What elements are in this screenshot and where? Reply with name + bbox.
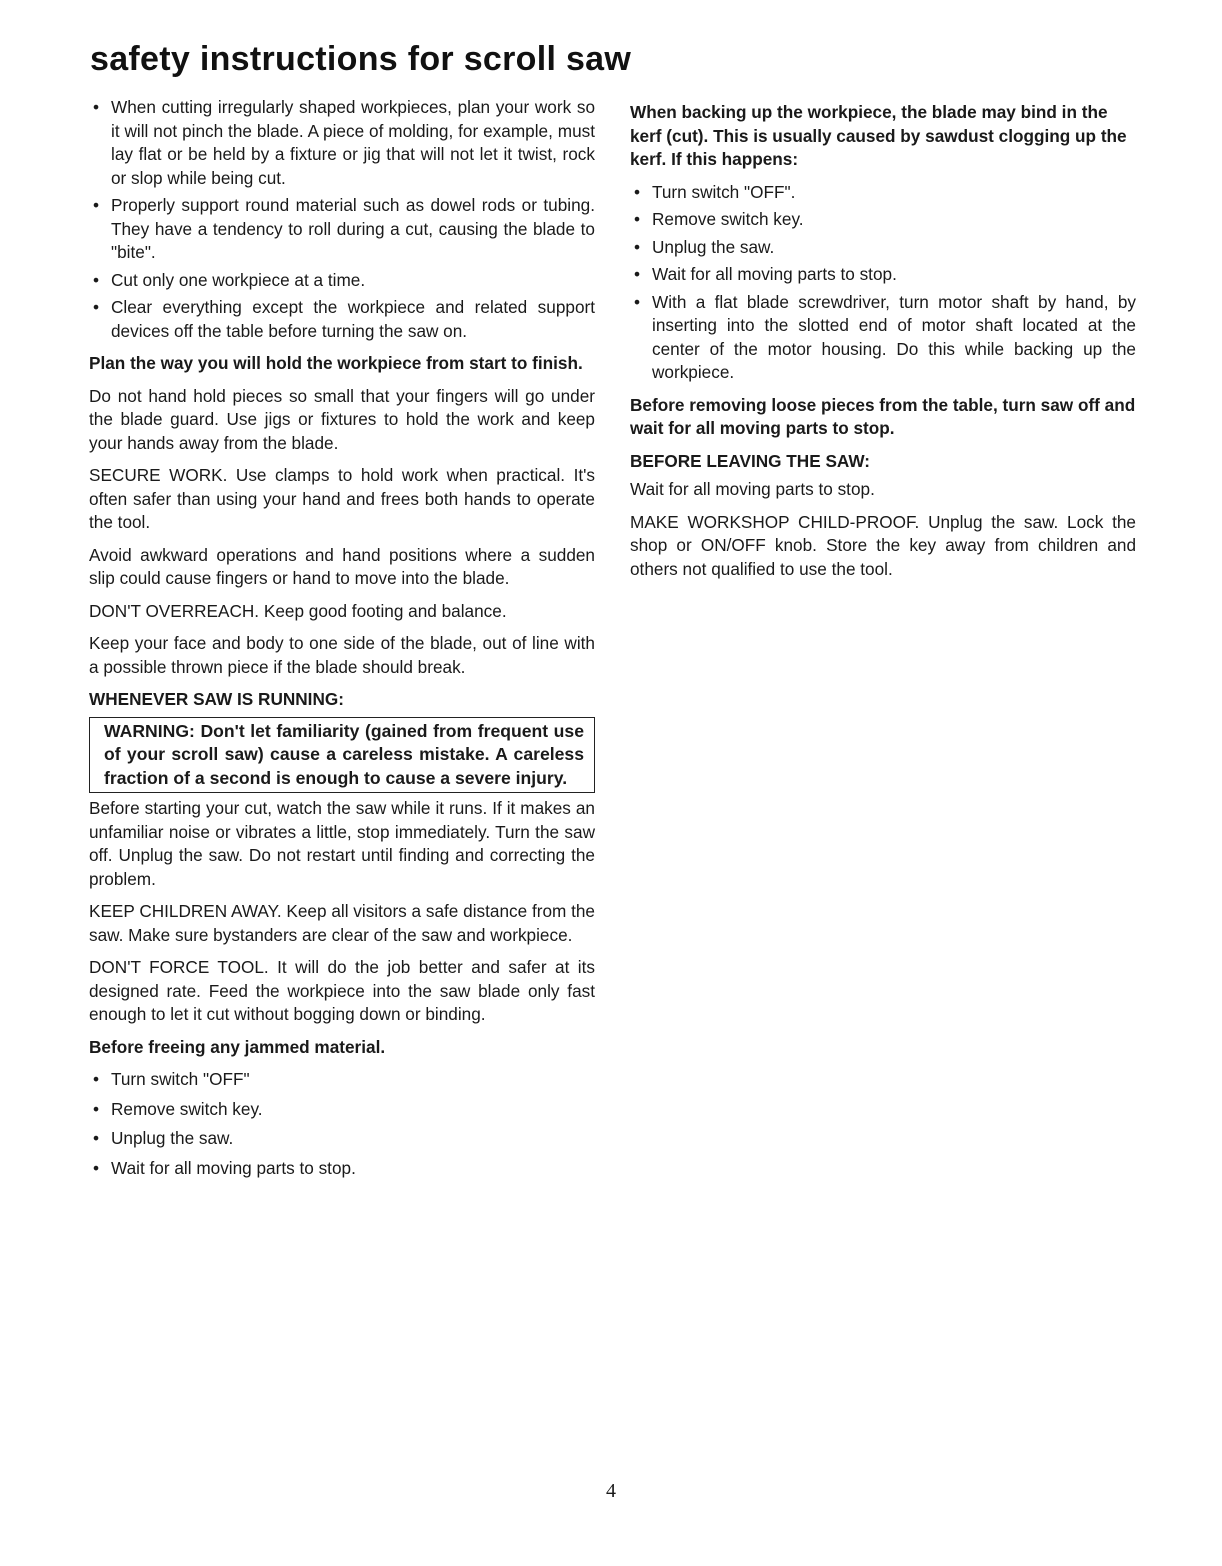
list-item: • Remove switch key.	[630, 208, 1136, 232]
list-item: • Cut only one workpiece at a time.	[89, 269, 595, 293]
dont-overreach-paragraph: DON'T OVERREACH. Keep good footing and balance.	[89, 600, 507, 621]
avoid-awkward-paragraph: Avoid awkward operations and hand positions where a sudden slip could cause fingers or hand to move into the blade.	[89, 544, 595, 588]
before-starting-paragraph: Before starting your cut, watch the saw while it runs. If it makes an unfamiliar noise or vibrates a little, stop immediately. Turn the saw off. Unplug the saw. Do not restart until finding and correcting the problem.	[89, 798, 595, 889]
list-item: • Turn switch "OFF"	[89, 1068, 595, 1092]
hand-hold-paragraph: Do not hand hold pieces so small that your fingers will go under the blade guard. Use jigs or fixtures to hold the work and keep your hands away from the blade.	[89, 385, 595, 453]
plan-heading: Plan the way you will hold the workpiece from start to finish.	[89, 353, 583, 373]
page-title: safety instructions for scroll saw	[90, 40, 632, 78]
bullet-list-cutting-tips	[89, 96, 595, 343]
running-heading: WHENEVER SAW IS RUNNING:	[89, 689, 344, 709]
list-item: • Unplug the saw.	[89, 1127, 595, 1151]
jammed-heading: Before freeing any jammed material.	[89, 1036, 386, 1057]
list-item: • Unplug the saw.	[630, 236, 1136, 260]
list-item: • With a flat blade screwdriver, turn motor shaft by hand, by inserting into the slotted end of motor shaft located at the center of the motor housing. Do this while backing up the workpiece.	[630, 291, 1136, 385]
right-column	[630, 101, 1136, 590]
list-item: • Remove switch key.	[89, 1098, 595, 1122]
keep-children-paragraph: KEEP CHILDREN AWAY. Keep all visitors a safe distance from the saw. Make sure bystanders are clear of the saw and workpiece.	[89, 901, 595, 945]
list-item: • When cutting irregularly shaped workpieces, plan your work so it will not pinch the blade. A piece of molding, for example, must lay flat or be held by a fixture or jig that will not let it twist, rock or slop while being cut.	[89, 96, 595, 190]
list-item: • Turn switch "OFF".	[630, 181, 1136, 205]
leaving-wait-paragraph: Wait for all moving parts to stop.	[630, 479, 875, 499]
dont-force-paragraph: DON'T FORCE TOOL. It will do the job better and safer at its designed rate. Feed the workpiece into the saw blade only fast enough to let it cut without bogging down or binding.	[89, 957, 595, 1024]
list-item: • Wait for all moving parts to stop.	[630, 263, 1136, 287]
warning-box: WARNING: Don't let familiarity (gained from frequent use of your scroll saw) cause a careless mistake. A careless fraction of a second is enough to cause a severe injury.	[89, 717, 595, 794]
bullet-list-jammed-steps	[89, 1068, 595, 1180]
keep-face-paragraph: Keep your face and body to one side of the blade, out of line with a possible thrown piece if the blade should break.	[89, 633, 595, 677]
list-item: • Clear everything except the workpiece and related support devices off the table before turning the saw on.	[89, 296, 595, 343]
loose-pieces-paragraph: Before removing loose pieces from the table, turn saw off and wait for all moving parts to stop.	[630, 394, 1136, 438]
left-column	[89, 96, 595, 1189]
page-number: 4	[606, 1480, 616, 1502]
backing-heading: When backing up the workpiece, the blade may bind in the kerf (cut). This is usually caused by sawdust clogging up the kerf. If this happens:	[630, 102, 1127, 169]
secure-work-paragraph: SECURE WORK. Use clamps to hold work when practical. It's often safer than using your hand and frees both hands to operate the tool.	[89, 465, 595, 532]
leaving-heading: BEFORE LEAVING THE SAW:	[630, 450, 871, 471]
child-proof-paragraph: MAKE WORKSHOP CHILD-PROOF. Unplug the saw. Lock the shop or ON/OFF knob. Store the key away from children and others not qualified to use the tool.	[630, 511, 1136, 579]
list-item: • Wait for all moving parts to stop.	[89, 1157, 595, 1181]
list-item: • Properly support round material such as dowel rods or tubing. They have a tendency to roll during a cut, causing the blade to "bite".	[89, 194, 595, 265]
bullet-list-backing-steps	[630, 181, 1136, 385]
